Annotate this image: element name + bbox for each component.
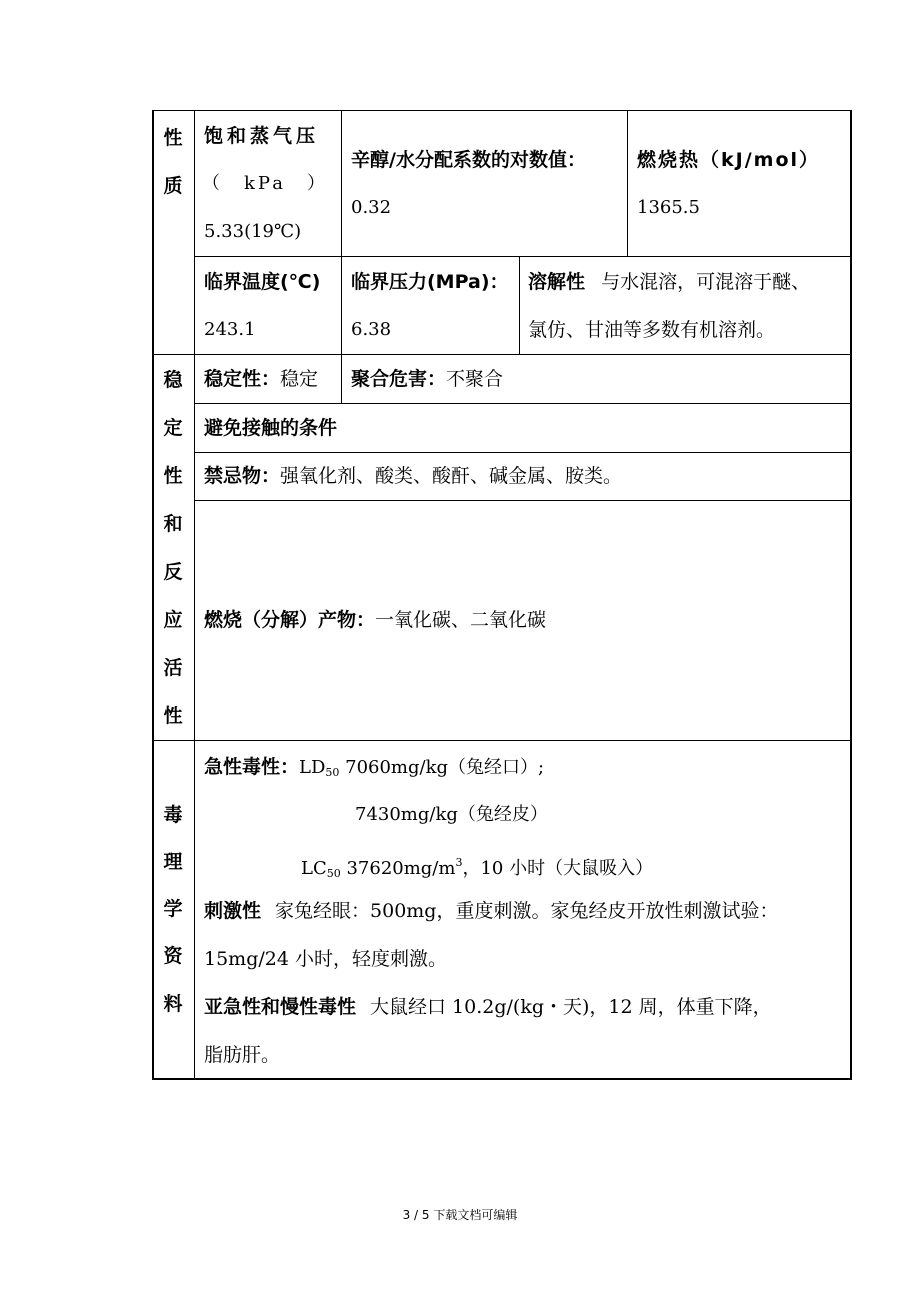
- col-divider-r2a: [341, 256, 342, 354]
- solubility-label: 溶解性: [528, 271, 586, 293]
- solubility-value-2: 氯仿、甘油等多数有机溶剂。: [528, 319, 776, 341]
- incompatible-row: [204, 464, 622, 488]
- table-border-top: [152, 110, 852, 111]
- table-border-bottom: [152, 1078, 852, 1080]
- section-tox-char-5: 料: [163, 993, 183, 1015]
- combustion-heat-label: 燃烧热（kJ/mol）: [637, 149, 821, 171]
- avoid-conditions-label: 避免接触的条件: [204, 417, 338, 439]
- row-divider-6: [152, 740, 852, 741]
- section-tox-char-4: 资: [163, 945, 183, 967]
- chronic-label: 亚急性和慢性毒性: [204, 996, 357, 1018]
- irritation-label: 刺激性: [204, 900, 262, 922]
- lc-rest: ，10 小时（大鼠吸入）: [462, 858, 654, 879]
- critical-pressure-label: 临界压力(MPa)：: [351, 271, 509, 293]
- incompatible-value: 强氧化剂、酸类、酸酐、碱金属、胺类。: [280, 465, 623, 487]
- lc-value: 37620mg/m: [340, 858, 456, 879]
- decomposition-label: 燃烧（分解）产物：: [204, 609, 376, 631]
- stability-value: 稳定: [280, 368, 319, 390]
- section-tox-char-1: 毒: [163, 804, 183, 826]
- lc-prefix: LC: [301, 858, 327, 879]
- logp-label: 辛醇/水分配系数的对数值：: [351, 149, 586, 171]
- col-divider-r3: [341, 354, 342, 403]
- section-stability-char-2: 定: [163, 417, 183, 439]
- stability-row: [204, 367, 318, 391]
- section-stability-char-6: 应: [163, 609, 183, 631]
- incompatible-label: 禁忌物：: [204, 465, 281, 487]
- section-stability-char-5: 反: [163, 561, 183, 583]
- row-divider-4: [194, 452, 850, 453]
- polymerization-label: 聚合危害：: [351, 368, 447, 390]
- ld-value: 7060mg/kg（兔经口）;: [339, 757, 545, 778]
- logp-value: 0.32: [351, 197, 392, 218]
- section-stability-char-3: 性: [163, 465, 183, 487]
- col-divider-r1b: [627, 110, 628, 256]
- irritation-value-2: 15mg/24 小时，轻度刺激。: [204, 948, 447, 970]
- critical-temp-label: 临界温度(℃): [204, 271, 321, 293]
- polymerization-value: 不聚合: [446, 368, 504, 390]
- solubility-value-1: 与水混溶，可混溶于醚、: [601, 271, 811, 293]
- section-stability-char-4: 和: [163, 513, 183, 535]
- vapor-pressure-label: 饱和蒸气压: [204, 125, 320, 147]
- section-properties-char-1: 性: [163, 127, 183, 149]
- ld-prefix: LD: [299, 757, 326, 778]
- section-stability-char-8: 性: [163, 705, 183, 727]
- lc-superscript: 3: [455, 856, 463, 869]
- section-tox-char-2: 理: [163, 851, 183, 873]
- chronic-value-1: 大鼠经口 10.2g/(kg・天)，12 周，体重下降，: [370, 996, 772, 1018]
- col-divider-r1a: [341, 110, 342, 256]
- section-properties-char-2: 质: [163, 175, 183, 197]
- table-border-right: [850, 110, 852, 1080]
- section-tox-char-3: 学: [163, 898, 183, 920]
- acute-toxicity-line-3: [301, 851, 653, 886]
- vapor-pressure-value: 5.33(19℃): [204, 221, 302, 242]
- ld-subscript: 50: [325, 766, 340, 779]
- row-divider-2: [152, 354, 852, 355]
- row-divider-1: [194, 256, 850, 257]
- polymerization-row: [351, 367, 503, 391]
- acute-toxicity-line-1: [204, 755, 544, 785]
- col-divider-r2b: [519, 256, 520, 354]
- combustion-heat-value: 1365.5: [637, 197, 700, 218]
- acute-toxicity-line-2: 7430mg/kg（兔经皮）: [355, 804, 548, 825]
- row-divider-5: [194, 500, 850, 501]
- section-stability-char-7: 活: [163, 657, 183, 679]
- section-stability-char-1: 稳: [163, 369, 183, 391]
- stability-label: 稳定性：: [204, 368, 281, 390]
- decomposition-value: 一氧化碳、二氧化碳: [375, 609, 547, 631]
- irritation-line-1: [204, 899, 778, 923]
- acute-toxicity-label: 急性毒性：: [204, 756, 300, 778]
- decomposition-row: [204, 608, 546, 632]
- chronic-value-2: 脂肪肝。: [204, 1044, 281, 1066]
- page-footer: 3 / 5 下载文档可编辑: [402, 1208, 518, 1222]
- critical-temp-value: 243.1: [204, 319, 256, 340]
- row-divider-3: [194, 403, 850, 404]
- vapor-pressure-unit: （ kPa ）: [202, 173, 328, 194]
- critical-pressure-value: 6.38: [351, 319, 392, 340]
- chronic-line-1: [204, 995, 772, 1019]
- solubility-line-1: [528, 270, 810, 294]
- irritation-value-1: 家兔经眼：500mg，重度刺激。家兔经皮开放性刺激试验：: [275, 900, 779, 922]
- lc-subscript: 50: [326, 867, 341, 880]
